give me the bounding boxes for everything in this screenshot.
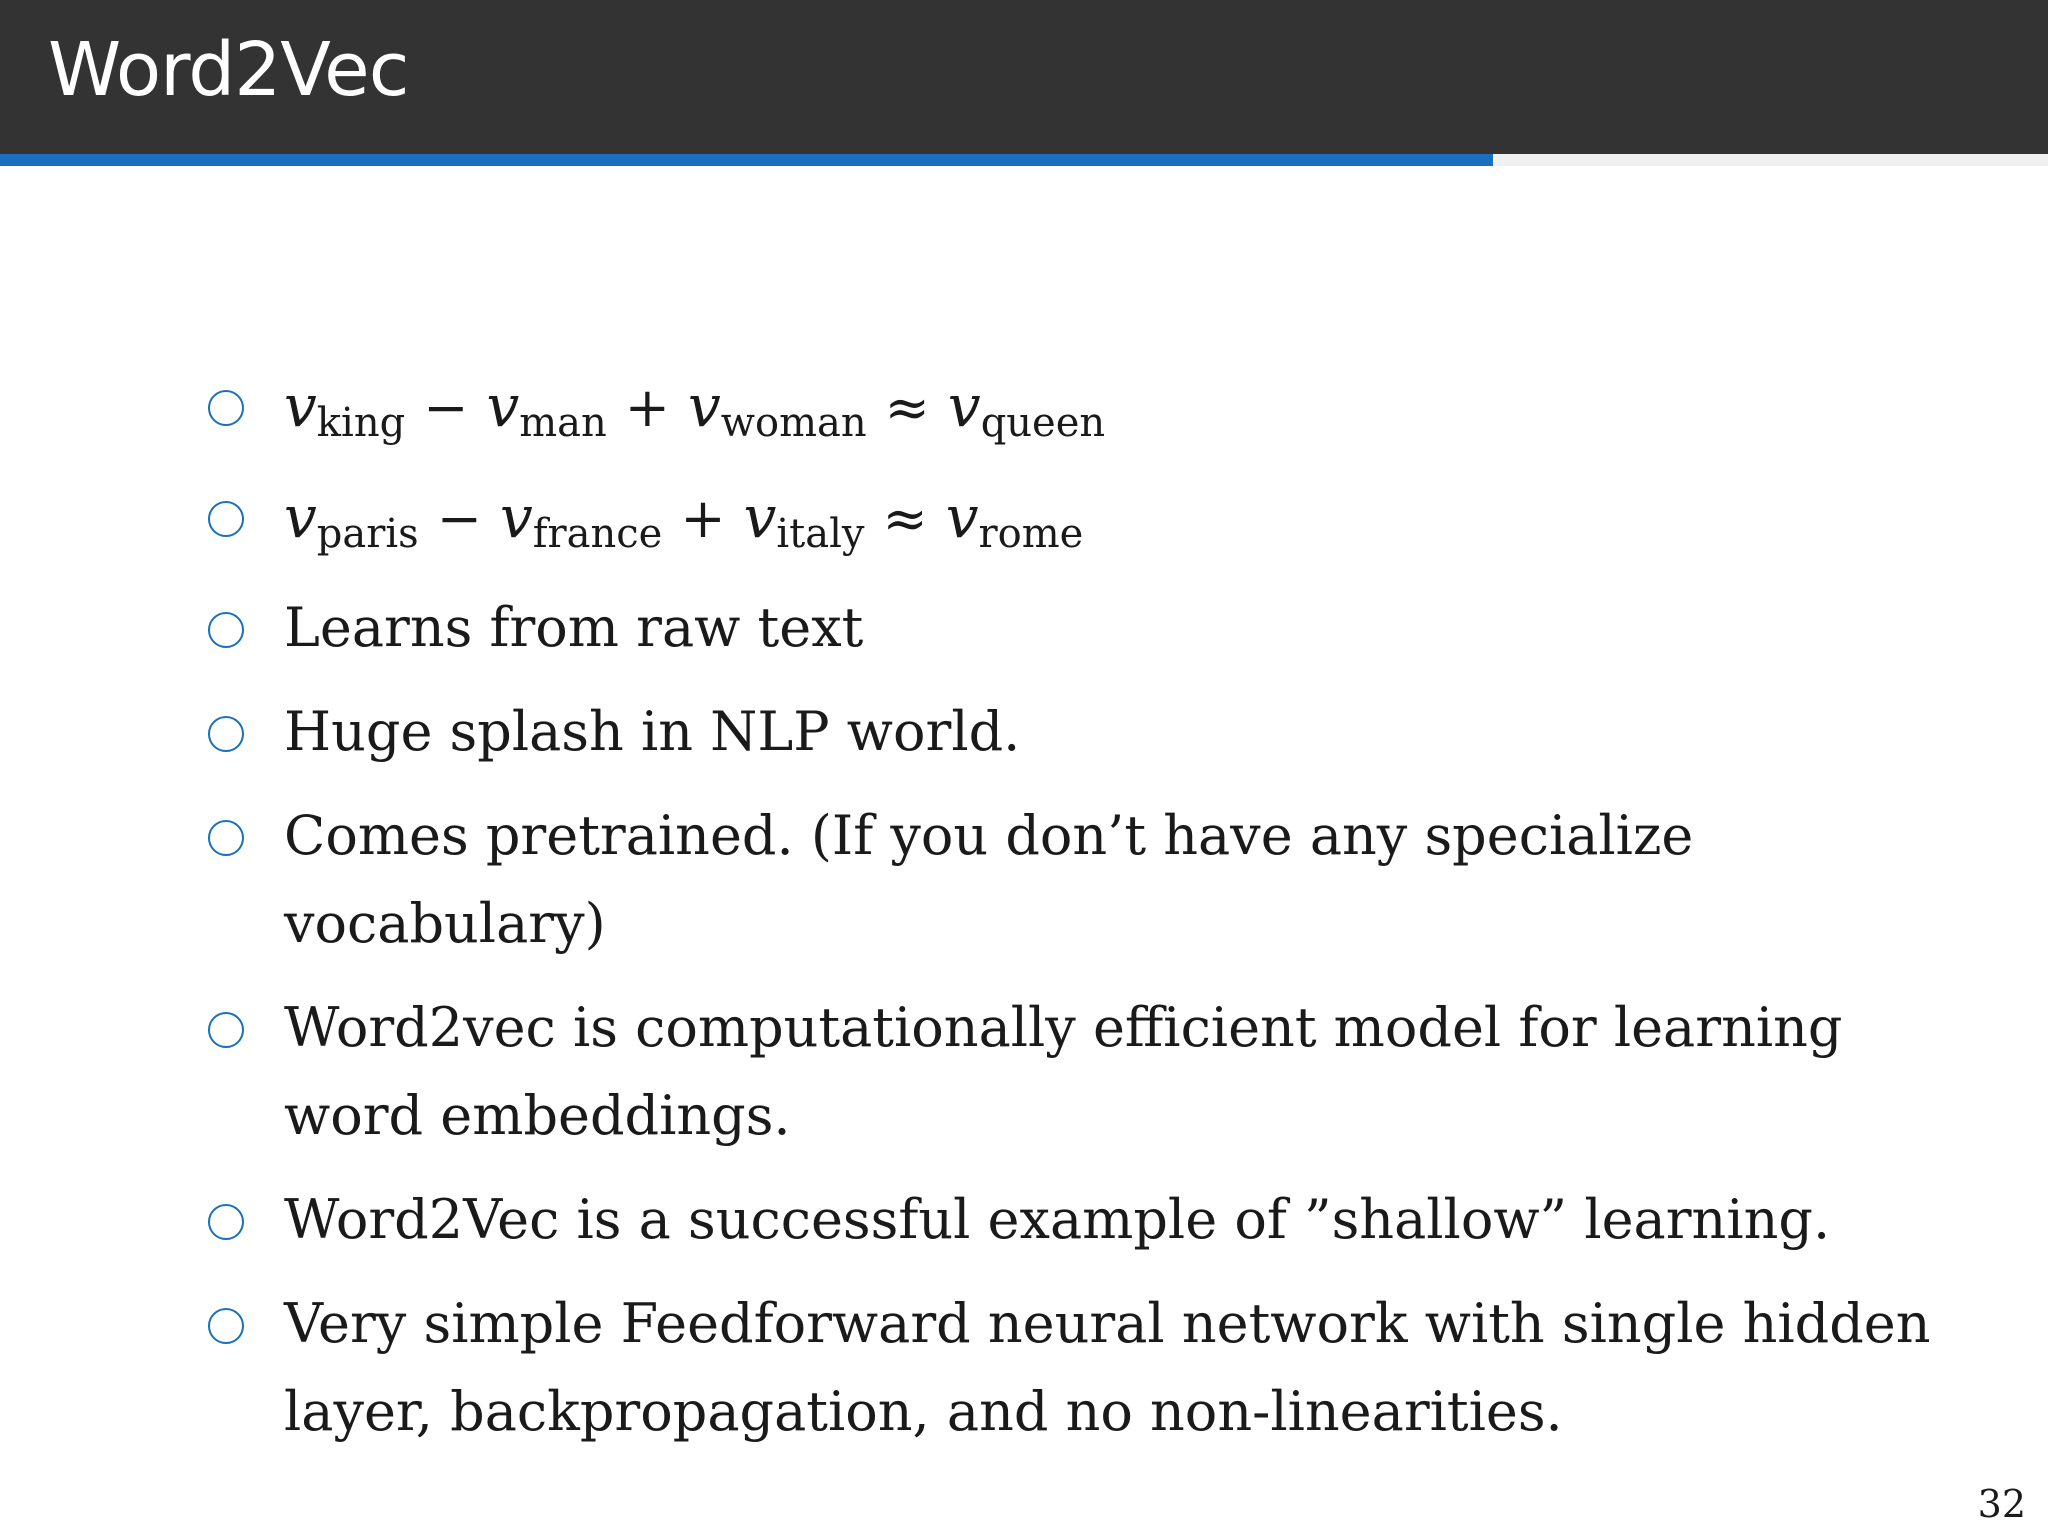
math-var: v [486,372,520,440]
slide-title: Word2Vec [48,27,409,113]
math-var: v [688,372,721,440]
slide-header [0,0,2048,154]
math-subscript: queen [980,400,1106,446]
list-item-equation-1 [0,362,2048,457]
bullet-text: Learns from raw text [284,596,864,659]
circle-bullet-icon [208,501,244,537]
math-var: v [284,372,317,440]
circle-bullet-icon [208,1204,244,1240]
circle-bullet-icon [208,716,244,752]
circle-bullet-icon [208,390,244,426]
math-var: v [743,483,777,551]
bullet-text: Word2Vec is a successful example of ”shallow” learning. [284,1188,1831,1251]
list-item [0,984,2048,1160]
math-operator: ≈ [884,376,930,439]
math-operator: − [436,487,482,550]
circle-bullet-icon [208,1012,244,1048]
equation [284,483,1084,557]
circle-bullet-icon [208,820,244,856]
bullet-text: Very simple Feedforward neural network with single hidden layer, backpropagation, and no non-linearities. [284,1292,1931,1443]
math-operator: − [423,376,469,439]
circle-bullet-icon [208,1308,244,1344]
bullet-list [0,362,2048,1472]
bullet-text: Word2vec is computationally efficient model for learning word embeddings. [284,996,1843,1147]
math-subscript: france [532,511,663,557]
math-subscript: italy [776,511,865,557]
math-var: v [945,483,979,551]
bullet-text: Comes pretrained. (If you don’t have any specialize vocabulary) [284,804,1694,955]
math-subscript: woman [720,400,867,446]
math-operator: ≈ [882,487,928,550]
math-var: v [499,483,533,551]
list-item-equation-2 [0,473,2048,568]
list-item [0,584,2048,672]
math-subscript: king [316,400,406,446]
math-var: v [947,372,981,440]
list-item [0,792,2048,968]
progress-bar-fill [0,154,1493,166]
page-number: 32 [1977,1482,2026,1526]
list-item [0,688,2048,776]
list-item [0,1176,2048,1264]
bullet-text: Huge splash in NLP world. [284,700,1021,763]
circle-bullet-icon [208,612,244,648]
math-operator: + [624,376,671,439]
list-item [0,1280,2048,1456]
math-subscript: paris [316,511,419,557]
progress-bar [0,154,2048,166]
math-operator: + [680,487,726,550]
math-var: v [284,483,317,551]
math-subscript: man [519,400,607,446]
math-subscript: rome [978,511,1084,557]
equation [284,372,1106,446]
